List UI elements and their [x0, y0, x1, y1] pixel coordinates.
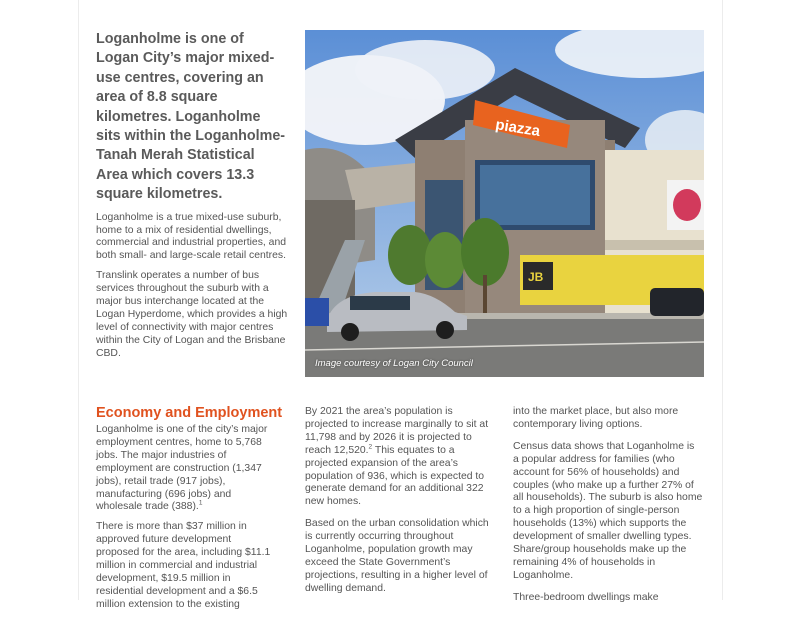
intro-paragraph: Loganholme is a true mixed-use suburb, home to a mix of residential dwellings, commercial and industrial properties, and both small- and large-scale retail centres. [96, 211, 287, 262]
economy-heading: Economy and Employment [96, 405, 283, 421]
census-paragraph: Census data shows that Loganholme is a popular address for families (who account for 56% of households) and couples (who make up a further 27% of all households). The suburb is also home to a high proportion of single-person households (13%) which supports the development of smaller dwelling types. Share/group households make up the remaining 4% of households in Loganholme. [513, 440, 703, 581]
piazza-photo [305, 30, 704, 377]
shop-sign: JB [528, 270, 544, 284]
population-text-b: This equates to a projected expansion of the area’s population of 936, which is expected to generate demand for an additional 322 new homes. [305, 444, 485, 508]
population-text-a: By 2021 the area’s population is projected to increase marginally to sit at 11,798 and by 2026 it is projected to reach 12,520. [305, 406, 489, 456]
employment-paragraph [96, 424, 276, 514]
photo-caption: Image courtesy of Logan City Council [315, 358, 473, 369]
population-paragraph [305, 406, 495, 509]
footnote-ref: 2 [368, 443, 373, 451]
development-paragraph: There is more than $37 million in approved future development proposed for the area, including $11.1 million in commercial and industrial development, $19.5 million in residential development and a $6.5 million extension to the existing [96, 521, 271, 610]
economy-column [96, 424, 276, 619]
intro-column [96, 30, 288, 368]
consolidation-paragraph: Based on the urban consolidation which is currently occurring throughout Loganholme, population growth may exceed the State Government’s projections, resulting in a higher level of dwelling demand. [305, 518, 489, 594]
dwellings-paragraph: Three-bedroom dwellings make [513, 591, 659, 603]
footnote-ref: 1 [198, 499, 203, 507]
piazza-sign: piazza [494, 116, 542, 141]
building-illustration [305, 30, 704, 377]
column-guide [722, 0, 723, 600]
census-column [513, 406, 703, 614]
market-paragraph: into the market place, but also more contemporary living options. [513, 406, 679, 430]
employment-text: Loganholme is one of the city’s major employment centres, home to 5,768 jobs. The major industries of employment are construction (1,347 jobs), retail trade (917 jobs), manufacturing (696 jobs) and wholesale trade (388). [96, 424, 268, 513]
column-guide [78, 0, 79, 600]
population-column [305, 406, 495, 605]
intro-lead: Loganholme is one of Logan City’s major mixed-use centres, covering an area of 8.8 square kilometres. Loganholme sits within the Loganholme-Tanah Merah Statistical Area which covers 13.3 square kilometres. [96, 31, 286, 203]
translink-paragraph: Translink operates a number of bus services throughout the suburb with a major bus interchange located at the Logan Hyperdome, which provides a high level of connectivity with major centres within the City of Logan and the Brisbane CBD. [96, 270, 288, 359]
